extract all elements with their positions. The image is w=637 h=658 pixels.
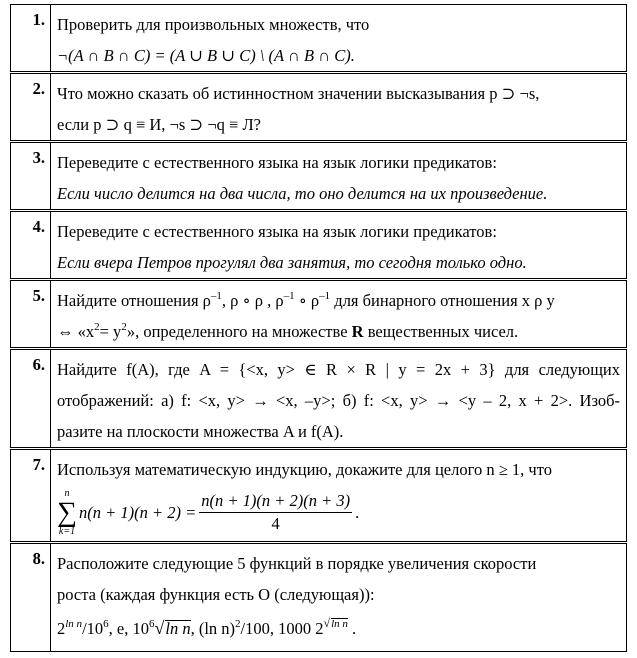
text-fragment: ⇔ «x: [57, 322, 95, 341]
functions-list: [57, 610, 620, 651]
problem-text: [51, 349, 627, 449]
text-fragment: для бинарного отношения x ρ y: [330, 291, 555, 310]
problem-text: [51, 142, 627, 211]
problem-statement: Если вчера Петров прогулял два занятия, то сегодня только одно.: [57, 253, 527, 272]
superscript: 2: [121, 320, 127, 333]
problem-line: Переведите с естественного языка на язык логики предикатов:: [57, 222, 497, 241]
superscript: –1: [319, 289, 331, 302]
formula-end: .: [355, 503, 360, 522]
summation-sign: [57, 489, 77, 537]
superscript: –1: [283, 289, 295, 302]
problem-line: если p ⊃ q ≡ И, ¬s ⊃ ¬q ≡ Л?: [57, 115, 261, 134]
problem-line: Расположите следующие 5 функций в порядке увеличения скорости: [57, 554, 537, 573]
text-fragment: , (ln n): [190, 619, 236, 638]
text-fragment: /100, 1000 2: [240, 619, 324, 638]
problem-number: 8.: [11, 543, 51, 652]
radical-sign: √: [154, 618, 165, 638]
problem-text: [51, 543, 627, 652]
sum-formula: [57, 485, 620, 541]
text-fragment: Найдите отношения ρ: [57, 291, 211, 310]
text-fragment: = y: [99, 322, 122, 341]
reals-symbol: R: [351, 322, 364, 341]
problem-row-4: [11, 211, 627, 280]
problem-row-3: [11, 142, 627, 211]
problem-number: 4.: [11, 211, 51, 280]
superscript: 2: [94, 320, 100, 333]
problem-number: 1.: [11, 5, 51, 73]
superscript: 6: [103, 617, 109, 630]
fraction-denominator: 4: [271, 514, 280, 533]
problem-number: 6.: [11, 349, 51, 449]
problem-line: отображений: а) f: <x, y> → <x, –y>; б) f: <x, y> → <y – 2, x + 2>. Изоб-: [57, 391, 620, 410]
problem-text: [51, 280, 627, 349]
radicand: ln n: [165, 619, 191, 638]
problem-row-8: [11, 543, 627, 652]
problem-line: Проверить для произвольных множеств, что: [57, 15, 370, 34]
problem-statement: Если число делится на два числа, то оно делится на их произведение.: [57, 184, 548, 203]
problem-line: Что можно сказать об истинностном значении высказывания p ⊃ ¬s,: [57, 84, 540, 103]
problem-line: Переведите с естественного языка на язык логики предикатов:: [57, 153, 497, 172]
problem-formula: ¬(A ∩ B ∩ C) = (A ∪ B ∪ C) \ (A ∩ B ∩ C).: [57, 46, 355, 65]
problem-line: [57, 316, 620, 347]
text-fragment: , e, 10: [108, 619, 149, 638]
sum-lhs: n(n + 1)(n + 2) =: [78, 503, 197, 522]
problem-number: 7.: [11, 449, 51, 543]
problem-line: разите на плоскости множества A и f(A).: [57, 422, 344, 441]
problem-text: [51, 73, 627, 142]
problem-text: [51, 449, 627, 543]
problem-number: 5.: [11, 280, 51, 349]
superscript: –1: [210, 289, 222, 302]
problem-row-1: [11, 5, 627, 73]
text-fragment: 2: [57, 619, 66, 638]
problem-line: Используя математическую индукцию, докажите для целого n ≥ 1, что: [57, 460, 552, 479]
problem-line: [57, 285, 620, 316]
problem-row-6: [11, 349, 627, 449]
text-fragment: ∘ ρ: [294, 291, 320, 310]
sum-lower-limit: k=1: [58, 526, 76, 537]
superscript: 2: [235, 617, 241, 630]
problem-row-5: [11, 280, 627, 349]
problem-sheet: [10, 4, 627, 652]
problem-number: 3.: [11, 142, 51, 211]
problem-table: [10, 4, 627, 652]
fraction-numerator: n(n + 1)(n + 2)(n + 3): [199, 491, 352, 513]
problem-line: Найдите f(A), где A = {<x, y> ∈ R × R | y = 2x + 3} для следующих: [57, 360, 620, 379]
problem-row-2: [11, 73, 627, 142]
problem-text: [51, 211, 627, 280]
problem-number: 2.: [11, 73, 51, 142]
problem-line: роста (каждая функция есть O (следующая)):: [57, 585, 375, 604]
problem-text: [51, 5, 627, 73]
fraction: [199, 491, 352, 535]
text-fragment: », определенного на множестве: [126, 322, 352, 341]
text-fragment: .: [347, 619, 357, 638]
text-fragment: /10: [82, 619, 104, 638]
sum-upper-limit: n: [64, 488, 70, 499]
sum-expression: [57, 489, 359, 537]
radicand: ln n: [331, 617, 348, 630]
text-fragment: , ρ ∘ ρ , ρ: [221, 291, 284, 310]
problem-row-7: [11, 449, 627, 543]
superscript: 6: [148, 617, 155, 630]
superscript: ln n: [65, 617, 83, 630]
superscript-radical: √ln n: [323, 615, 348, 630]
sigma-symbol: ∑: [57, 497, 77, 528]
text-fragment: вещественных чисел.: [363, 322, 519, 341]
